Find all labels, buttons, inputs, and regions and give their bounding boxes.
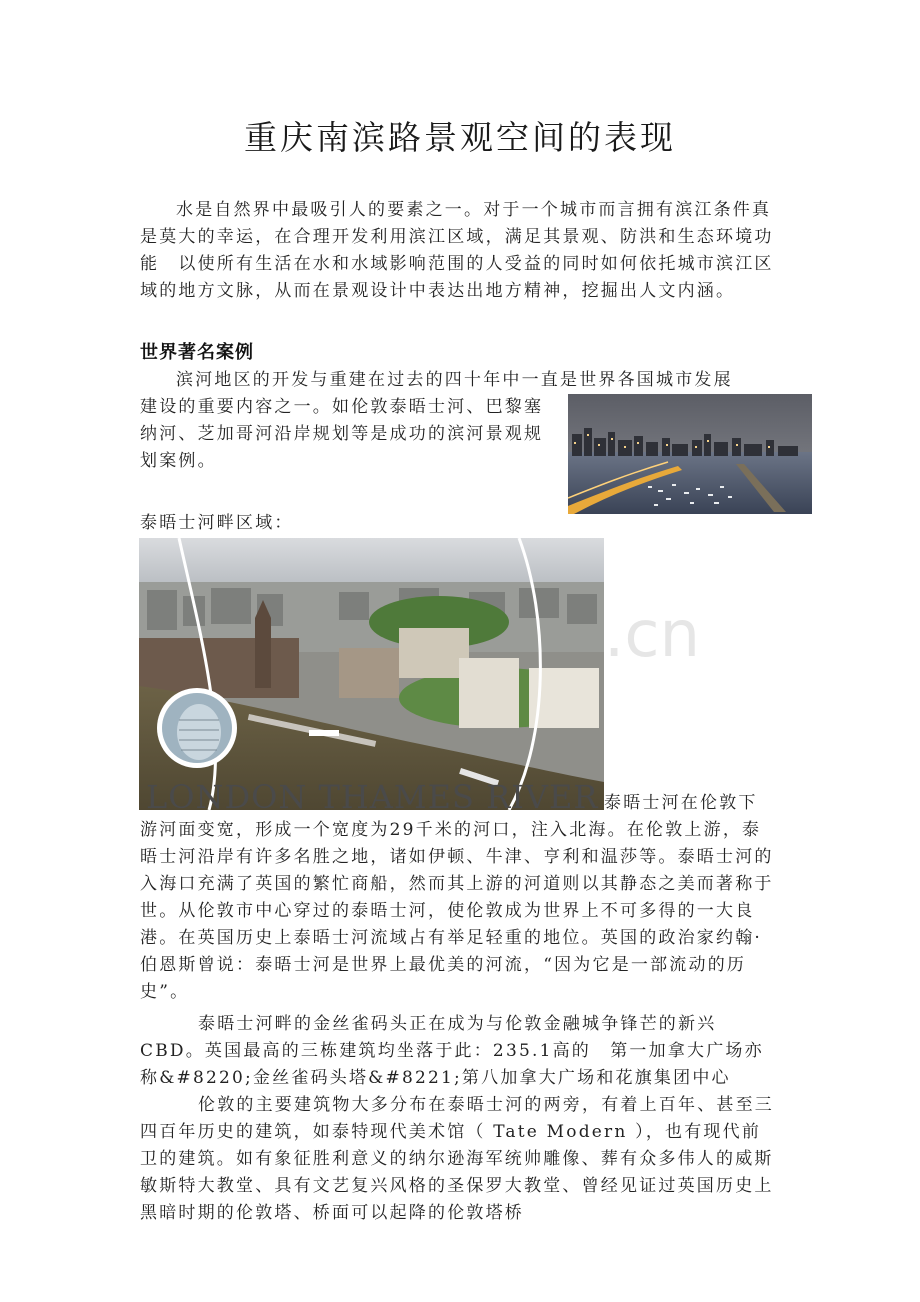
canary-wharf-paragraph: 泰晤士河畔的金丝雀码头正在成为与伦敦金融城争锋芒的新兴CBD。英国最高的三栋建筑均坐落于此：235.1高的 第一加拿大广场亦称&#8220;金丝雀码头塔&#8221;第八加拿大广场和花旗集团中心 (140, 1014, 764, 1088)
page-title: 重庆南滨路景观空间的表现 (244, 118, 676, 157)
section-heading: 世界著名案例 (140, 342, 254, 363)
intro-paragraph: 水是自然界中最吸引人的要素之一。对于一个城市而言拥有滨江条件真是莫大的幸运，在合理开发利用滨江区域，满足其景观、防洪和生态环境功能 以使所有生活在水和水域影响范围的人受益的同时如何依托城市滨江区域的地方文脉，从而在景观设计中表达出地方精神，挖掘出人文内涵。 (140, 200, 774, 301)
section-paragraph-first-line: 滨河地区的开发与重建在过去的四十年中一直是世界各国城市发展 (176, 370, 733, 390)
thames-aerial-photo (139, 538, 604, 810)
thames-paragraph-rest: 游河面变宽，形成一个宽度为29千米的河口，注入北海。在伦敦上游，泰晤士河沿岸有许多名胜之地，诸如伊顿、牛津、亨利和温莎等。泰晤士河的入海口充满了英国的繁忙商船，然而其上游的河道则以其静态之美而著称于世。从伦敦市中心穿过的泰晤士河，使伦敦成为世界上不可多得的一大良港。在英国历史上泰晤士河流域占有举足轻重的地位。英国的政治家约翰·伯恩斯曾说：泰晤士河是世界上最优美的河流，“因为它是一部流动的历史”。 (140, 820, 774, 1002)
thames-paragraph-start: 泰晤士河在伦敦下 (604, 793, 758, 813)
london-buildings-paragraph: 伦敦的主要建筑物大多分布在泰晤士河的两旁，有着上百年、甚至三四百年历史的建筑，如泰特现代美术馆（ Tate Modern ），也有现代前卫的建筑。如有象征胜利意义的纳尔逊海军统帅雕像、葬有众多伟人的威斯敏斯特大教堂、具有文艺复兴风格的圣保罗大教堂、曾经见证过英国历史上黑暗时期的伦敦塔、桥面可以起降的伦敦塔桥 (140, 1095, 774, 1223)
thames-image-caption: LONDON THAMES RIVER (146, 778, 599, 816)
thames-label: 泰晤士河畔区域： (140, 513, 294, 533)
harbor-city-photo (568, 394, 812, 514)
section-paragraph-rest: 建设的重要内容之一。如伦敦泰晤士河、巴黎塞纳河、芝加哥河沿岸规划等是成功的滨河景观规划案例。 (140, 397, 544, 471)
watermark: .cn (604, 598, 701, 672)
